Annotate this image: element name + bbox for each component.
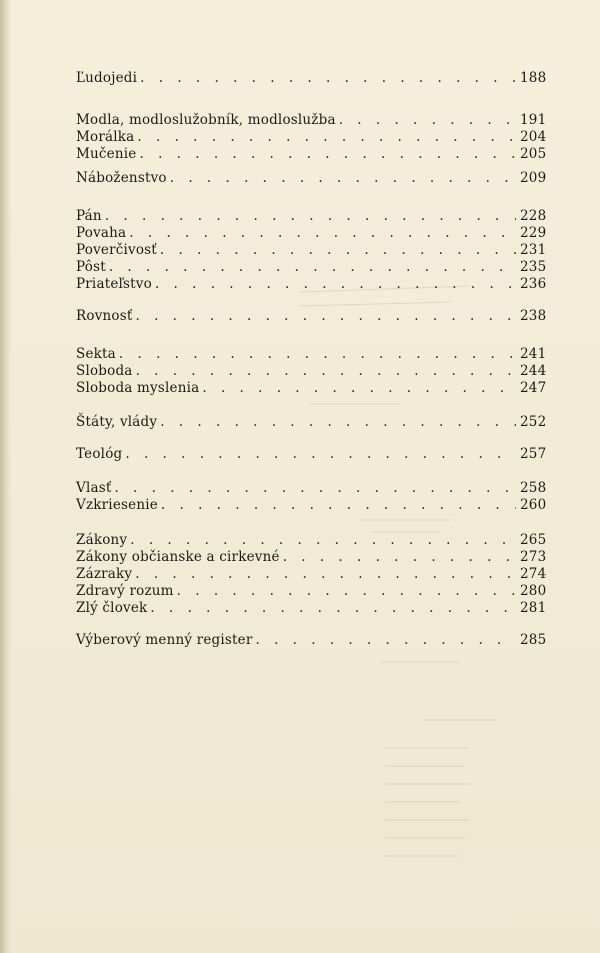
dot-leader [177, 583, 516, 600]
page-spine-shadow [0, 0, 12, 953]
toc-entry-page-number: 205 [520, 146, 547, 162]
toc-entry-title: Sekta [76, 346, 116, 362]
toc-entry-title: Mučenie [76, 146, 137, 162]
dot-leader [283, 549, 516, 566]
toc-entry-page-number: 280 [520, 583, 547, 599]
toc-entry [76, 632, 546, 649]
toc-entry-title: Štáty, vlády [76, 414, 158, 430]
toc-entry-page-number: 273 [520, 549, 547, 565]
dot-leader [114, 480, 516, 497]
toc-entry-page-number: 241 [520, 346, 547, 362]
dot-leader [139, 146, 516, 163]
toc-entry-page-number: 247 [520, 380, 547, 396]
toc-entry-title: Zákony občianske a cirkevné [76, 549, 280, 565]
toc-entry-title: Sloboda myslenia [76, 380, 200, 396]
toc-entry-title: Pán [76, 208, 102, 224]
toc-entry-title: Sloboda [76, 363, 133, 379]
toc-entry-page-number: 281 [520, 600, 547, 616]
toc-entry-page-number: 236 [520, 276, 547, 292]
toc-entry [76, 363, 546, 380]
toc-group [76, 632, 546, 649]
toc-group [76, 446, 546, 463]
toc-entry-page-number: 231 [520, 242, 547, 258]
toc-entry-title: Vlasť [76, 480, 112, 496]
toc-entry [76, 208, 546, 225]
toc-entry [76, 242, 546, 259]
toc-entry [76, 308, 546, 325]
toc-entry [76, 380, 546, 397]
toc-entry [76, 346, 546, 363]
toc-entry-title: Pôst [76, 259, 106, 275]
toc-entry-title: Teológ [76, 446, 123, 462]
toc-entry-page-number: 244 [520, 363, 547, 379]
toc-entry [76, 129, 546, 146]
toc-group [76, 170, 546, 187]
dot-leader [119, 346, 516, 363]
toc-entry-page-number: 238 [520, 308, 547, 324]
toc-entry-page-number: 235 [520, 259, 547, 275]
toc-group [76, 70, 546, 87]
toc-entry-page-number: 188 [520, 70, 547, 86]
toc-entry [76, 112, 546, 129]
toc-group [76, 414, 546, 431]
dot-leader [161, 497, 516, 514]
toc-entry-title: Zázraky [76, 566, 133, 582]
toc-entry-page-number: 260 [520, 497, 547, 513]
dot-leader [170, 170, 516, 187]
toc-entry [76, 480, 546, 497]
toc-entry [76, 225, 546, 242]
dot-leader [160, 242, 516, 259]
dot-leader [130, 532, 516, 549]
toc-entry-title: Povaha [76, 225, 127, 241]
toc-group [76, 208, 546, 293]
dot-leader [136, 308, 517, 325]
toc-group [76, 532, 546, 617]
toc-entry-title: Ľudojedi [76, 70, 138, 86]
toc-entry-title: Vzkriesenie [76, 497, 158, 513]
toc-entry [76, 566, 546, 583]
dot-leader [255, 632, 516, 649]
toc-entry [76, 549, 546, 566]
toc-entry-page-number: 285 [520, 632, 547, 648]
dot-leader [160, 414, 516, 431]
toc-group [76, 346, 546, 397]
toc-entry [76, 583, 546, 600]
toc-entry [76, 259, 546, 276]
toc-entry-title: Morálka [76, 129, 135, 145]
toc-entry-page-number: 228 [520, 208, 547, 224]
dot-leader [140, 70, 516, 87]
toc-group [76, 480, 546, 514]
toc-entry-title: Zlý človek [76, 600, 148, 616]
toc-entry-page-number: 204 [520, 129, 547, 145]
dot-leader [105, 208, 516, 225]
toc-entry [76, 70, 546, 87]
toc-entry [76, 600, 546, 617]
toc-group [76, 112, 546, 163]
dot-leader [125, 446, 516, 463]
toc-entry [76, 276, 546, 293]
dot-leader [137, 129, 516, 146]
toc-entry [76, 146, 546, 163]
toc-entry [76, 170, 546, 187]
toc-entry-page-number: 274 [520, 566, 547, 582]
toc-entry [76, 414, 546, 431]
dot-leader [150, 600, 516, 617]
dot-leader [339, 112, 516, 129]
dot-leader [135, 566, 516, 583]
toc-entry [76, 497, 546, 514]
toc-entry-page-number: 209 [520, 170, 547, 186]
dot-leader [202, 380, 516, 397]
toc-entry [76, 532, 546, 549]
toc-entry-page-number: 265 [520, 532, 547, 548]
toc-entry-page-number: 258 [520, 480, 547, 496]
toc-entry-title: Zdravý rozum [76, 583, 174, 599]
toc-entry-page-number: 252 [520, 414, 547, 430]
toc-entry-title: Modla, modloslužobník, modloslužba [76, 112, 336, 128]
toc-entry-page-number: 229 [520, 225, 547, 241]
dot-leader [109, 259, 516, 276]
toc-entry-page-number: 191 [520, 112, 547, 128]
dot-leader [136, 363, 516, 380]
dot-leader [155, 276, 516, 293]
dot-leader [129, 225, 516, 242]
toc-entry-page-number: 257 [520, 446, 547, 462]
toc-entry-title: Výberový menný register [76, 632, 253, 648]
toc-entry-title: Priateľstvo [76, 276, 152, 292]
toc-entry-title: Zákony [76, 532, 128, 548]
toc-entry-title: Náboženstvo [76, 170, 167, 186]
toc-entry-title: Rovnosť [76, 308, 133, 324]
toc-entry [76, 446, 546, 463]
toc-entry-title: Poverčivosť [76, 242, 157, 258]
toc-group [76, 308, 546, 325]
